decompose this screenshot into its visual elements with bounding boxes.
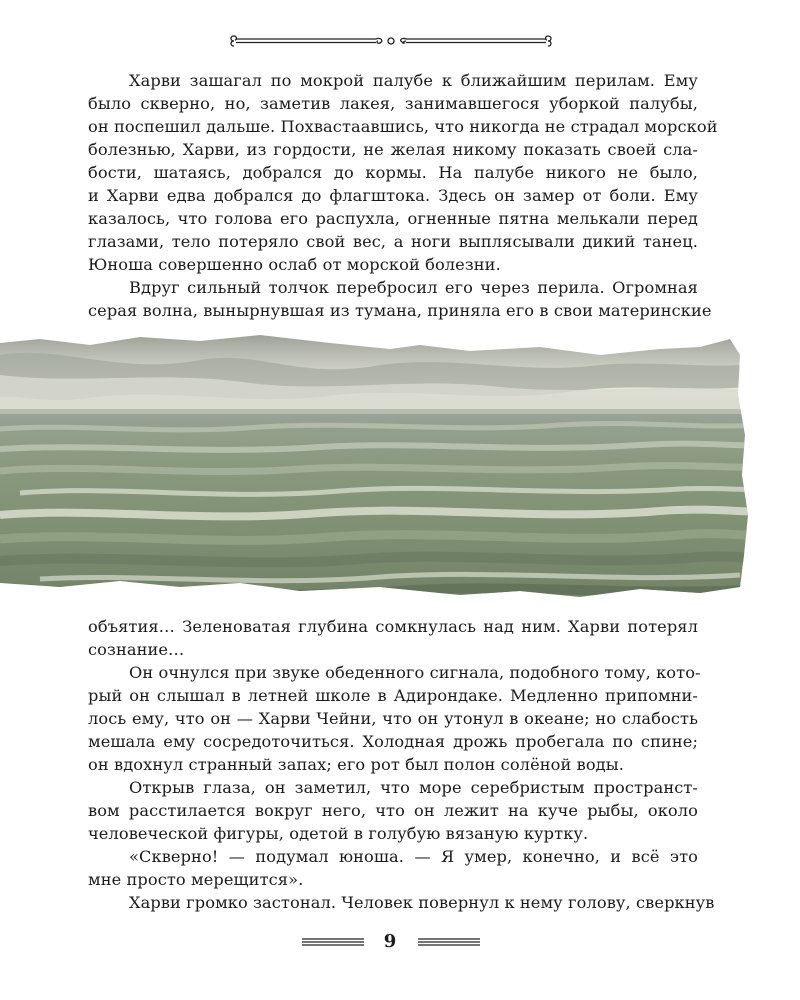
text-line: человеческой фигуры, одетой в голубую вязаную куртку. [88,824,589,843]
text-line: рый он слышал в летней школе в Адирондаке. Медленно припомни- [88,686,698,705]
text-line: Юноша совершенно ослаб от морской болезни. [88,255,501,274]
page-footer [0,928,800,958]
footer-rule-right-icon [418,937,480,947]
text-line: «Скверно! — подумал юноша. — Я умер, конечно, и всё это [129,847,698,866]
text-line: и Харви едва добрался до флагштока. Здесь он замер от боли. Ему [88,186,698,205]
footer-rule-left-icon [302,937,364,947]
text-line: вом расстилается вокруг него, что он лежит на куче рыбы, около [88,801,698,820]
text-line: объятия… Зеленоватая глубина сомкнулась над ним. Харви потерял [88,617,698,636]
page-number: 9 [383,931,397,952]
text-line: болезнью, Харви, из гордости, не желая никому показать своей сла- [88,140,698,159]
text-line: Харви громко застонал. Человек повернул к нему голову, сверкнув [129,893,715,912]
text-line: Он очнулся при звуке обеденного сигнала, подобного тому, кото- [129,663,701,682]
text-line: он поспешил дальше. Похвастаавшись, что никогда не страдал морской [88,117,718,136]
body-text-bottom [88,615,715,914]
sea-painting [0,325,760,615]
text-line: бости, шатаясь, добрался до кормы. На палубе никого не было, [88,163,698,182]
header-ornament-icon [226,28,556,54]
text-line: Вдруг сильный толчок перебросил его через перила. Огромная [129,278,698,297]
horizon-line [0,409,760,414]
text-line: сознание… [88,640,185,659]
text-line: он вдохнул странный запах; его рот был полон солёной воды. [88,755,624,774]
text-line: мешала ему сосредоточиться. Холодная дрожь пробегала по спине; [88,732,698,751]
text-line: глазами, тело потеряло свой вес, а ноги выплясывали дикий танец. [88,232,698,251]
text-line: серая волна, вынырнувшая из тумана, приняла его в свои материнские [88,301,712,320]
body-text-top [88,69,718,322]
text-line: мне просто мерещится». [88,870,304,889]
text-line: Открыв глаза, он заметил, что море серебристым пространст- [129,778,698,797]
text-line: Харви зашагал по мокрой палубе к ближайшим перилам. Ему [129,71,698,90]
text-line: было скверно, но, заметив лакея, занимавшегося уборкой палубы, [88,94,698,113]
text-line: лось ему, что он — Харви Чейни, что он утонул в океане; но слабость [88,709,698,728]
text-line: казалось, что голова его распухла, огненные пятна мелькали перед [88,209,698,228]
